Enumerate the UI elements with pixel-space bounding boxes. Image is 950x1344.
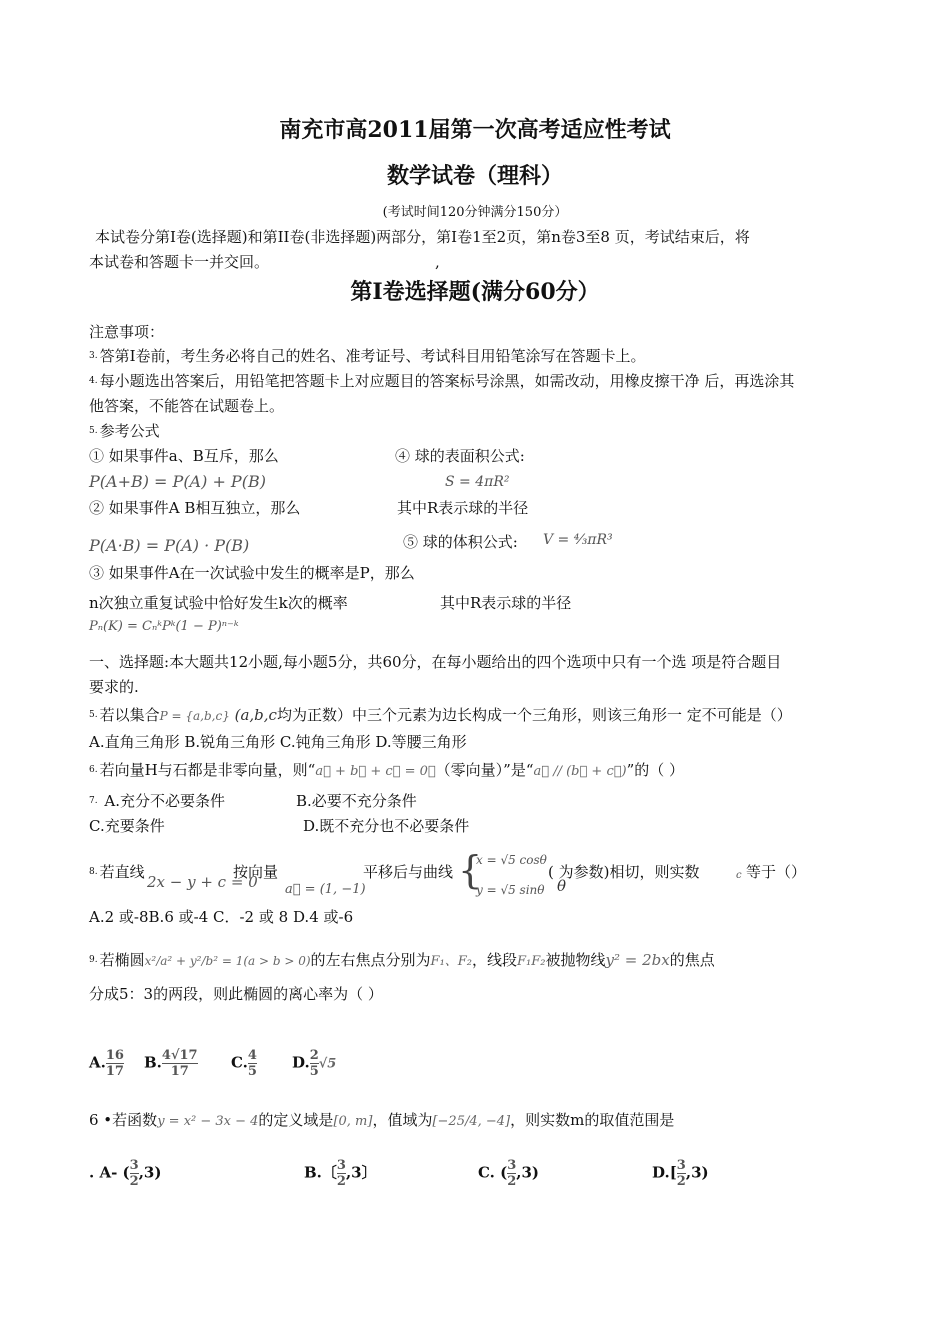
- question-5-option-a: . A- ( $\frac{3}{2}$ ,3): [89, 1158, 162, 1189]
- intro-line-2: 本试卷和答题卡一并交回。: [89, 253, 270, 271]
- question-3-mid2: 平移后与曲线: [363, 863, 454, 881]
- question-4-option-b: B. $\frac{4√17}{17}$: [144, 1048, 198, 1079]
- question-3-line-expr: 2x − y + c = 0: [147, 873, 258, 891]
- part1-intro-2: 要求的.: [89, 678, 139, 696]
- question-4: $^{9.}$ 若椭圆x²/a² + y²/b² = 1(a > b > 0)的左右焦点分别为F₁、F₂，线段F₁F₂被抛物线y² = 2bx的焦点: [89, 951, 715, 969]
- part1-intro-1: 一、选择题:本大题共12小题,每小题5分，共60分，在每小题给出的四个选项中只有一个选 项是符合题目: [89, 653, 782, 671]
- formula-4-expr: S = 4πR²: [445, 474, 510, 490]
- intro-comma: ,: [435, 253, 440, 271]
- question-2-option-c: C.充要条件: [89, 817, 165, 835]
- question-3-options: A.2 或-8B.6 或-4 C．-2 或 8 D.4 或-6: [89, 908, 354, 926]
- question-4-line-2: 分成5：3的两段，则此椭圆的离心率为（ ）: [89, 985, 383, 1003]
- question-4-option-d: D. $\frac{2}{5}$ √5: [292, 1048, 337, 1079]
- formula-2-label: ② 如果事件A B相互独立，那么: [89, 499, 301, 517]
- formula-1-expr: P(A+B) = P(A) + P(B): [89, 472, 266, 491]
- question-5-option-b: B.〔 $\frac{3}{2}$ ,3〕: [304, 1158, 377, 1189]
- note-item: $^{3.}$ 答第Ⅰ卷前，考生务必将自己的姓名、准考证号、考试科目用铅笔涂写在答题卡上。: [89, 347, 646, 365]
- question-2-option-d: D.既不充分也不必要条件: [303, 817, 470, 835]
- note-item: $^{4.}$ 每小题选出答案后，用铅笔把答题卡上对应题目的答案标号涂黑，如需改动，用橡皮擦干净 后，再选涂其: [89, 372, 795, 390]
- note-item: $^{5.}$ 参考公式: [89, 422, 160, 440]
- question-1: $^{5.}$ 若以集合P = {a,b,c} (a,b,c均为正数）中三个元素为边长构成一个三角形，则该三角形一 定不可能是（）: [89, 706, 792, 724]
- question-2-option-a: $^{7.}$ A.充分不必要条件: [89, 792, 225, 810]
- question-5-option-d: D.[ $\frac{3}{2}$ ,3): [652, 1158, 709, 1189]
- formula-3-expr: Pₙ(K) = CₙᵏPᵏ(1 − P)ⁿ⁻ᵏ: [89, 619, 239, 634]
- question-5-option-c: C. ( $\frac{3}{2}$ ,3): [478, 1158, 540, 1189]
- question-1-options: A.直角三角形 B.锐角三角形 C.钝角三角形 D.等腰三角形: [89, 733, 467, 751]
- page-subtitle: 数学试卷（理科）: [386, 163, 563, 189]
- formula-3-line-2: n次独立重复试验中恰好发生k次的概率: [89, 594, 348, 612]
- question-4-option-a: A. $\frac{16}{17}$: [89, 1048, 124, 1079]
- note-item: 他答案，不能答在试题卷上。: [89, 397, 285, 415]
- radius-note-2: 其中R表示球的半径: [440, 594, 572, 612]
- question-4-option-c: C. $\frac{4}{5}$: [231, 1048, 257, 1079]
- question-3-pre: $^{8.}$ 若直线: [89, 863, 145, 881]
- formula-2-expr: P(A·B) = P(A) · P(B): [89, 536, 250, 555]
- question-5: 6 •若函数y = x² − 3x − 4的定义域是[0, m]，值域为[−25/4, −4]，则实数m的取值范围是: [89, 1111, 675, 1129]
- question-3-theta: θ: [557, 877, 567, 895]
- formula-4-label: ④ 球的表面积公式:: [395, 447, 525, 465]
- intro-line-1: 本试卷分第Ⅰ卷(选择题)和第II卷(非选择题)两部分，第Ⅰ卷1至2页，第n卷3至8 页，考试结束后，将: [95, 228, 750, 246]
- formula-5-label: ⑤ 球的体积公式:: [403, 533, 518, 551]
- formula-3-label: ③ 如果事件A在一次试验中发生的概率是P，那么: [89, 564, 415, 582]
- radius-note-1: 其中R表示球的半径: [397, 499, 529, 517]
- section-title: 第Ⅰ卷选择题(满分60分）: [350, 279, 600, 305]
- question-3-c-var: c: [736, 870, 742, 881]
- question-3-brace: {: [458, 848, 483, 892]
- question-3-curve-x: x = √5 cosθ: [476, 853, 547, 867]
- question-2: $^{6.}$ 若向量H与石都是非零向量，则“a⃗ + b⃗ + c⃗ = 0⃗（零向量）”是“a⃗ // (b⃗ + c⃗)”的（ ）: [89, 761, 685, 779]
- question-3-param: ( 为参数)相切，则实数: [548, 863, 700, 881]
- notice-title: 注意事项：: [89, 323, 165, 341]
- question-3-mid: 按向量: [233, 863, 279, 881]
- question-3-curve-y: y = √5 sinθ: [476, 883, 545, 897]
- formula-1-label: ① 如果事件a、B互斥，那么: [89, 447, 279, 465]
- question-3-post: 等于（）: [746, 863, 807, 881]
- question-2-option-b: B.必要不充分条件: [296, 792, 417, 810]
- page-title: 南充市高2011届第一次高考适应性考试: [279, 117, 671, 143]
- exam-info: (考试时间120分钟满分150分）: [382, 205, 568, 220]
- question-3-vector: a⃗ = (1, −1): [285, 882, 366, 897]
- formula-5-expr: V = ⁴⁄₃πR³: [543, 532, 613, 548]
